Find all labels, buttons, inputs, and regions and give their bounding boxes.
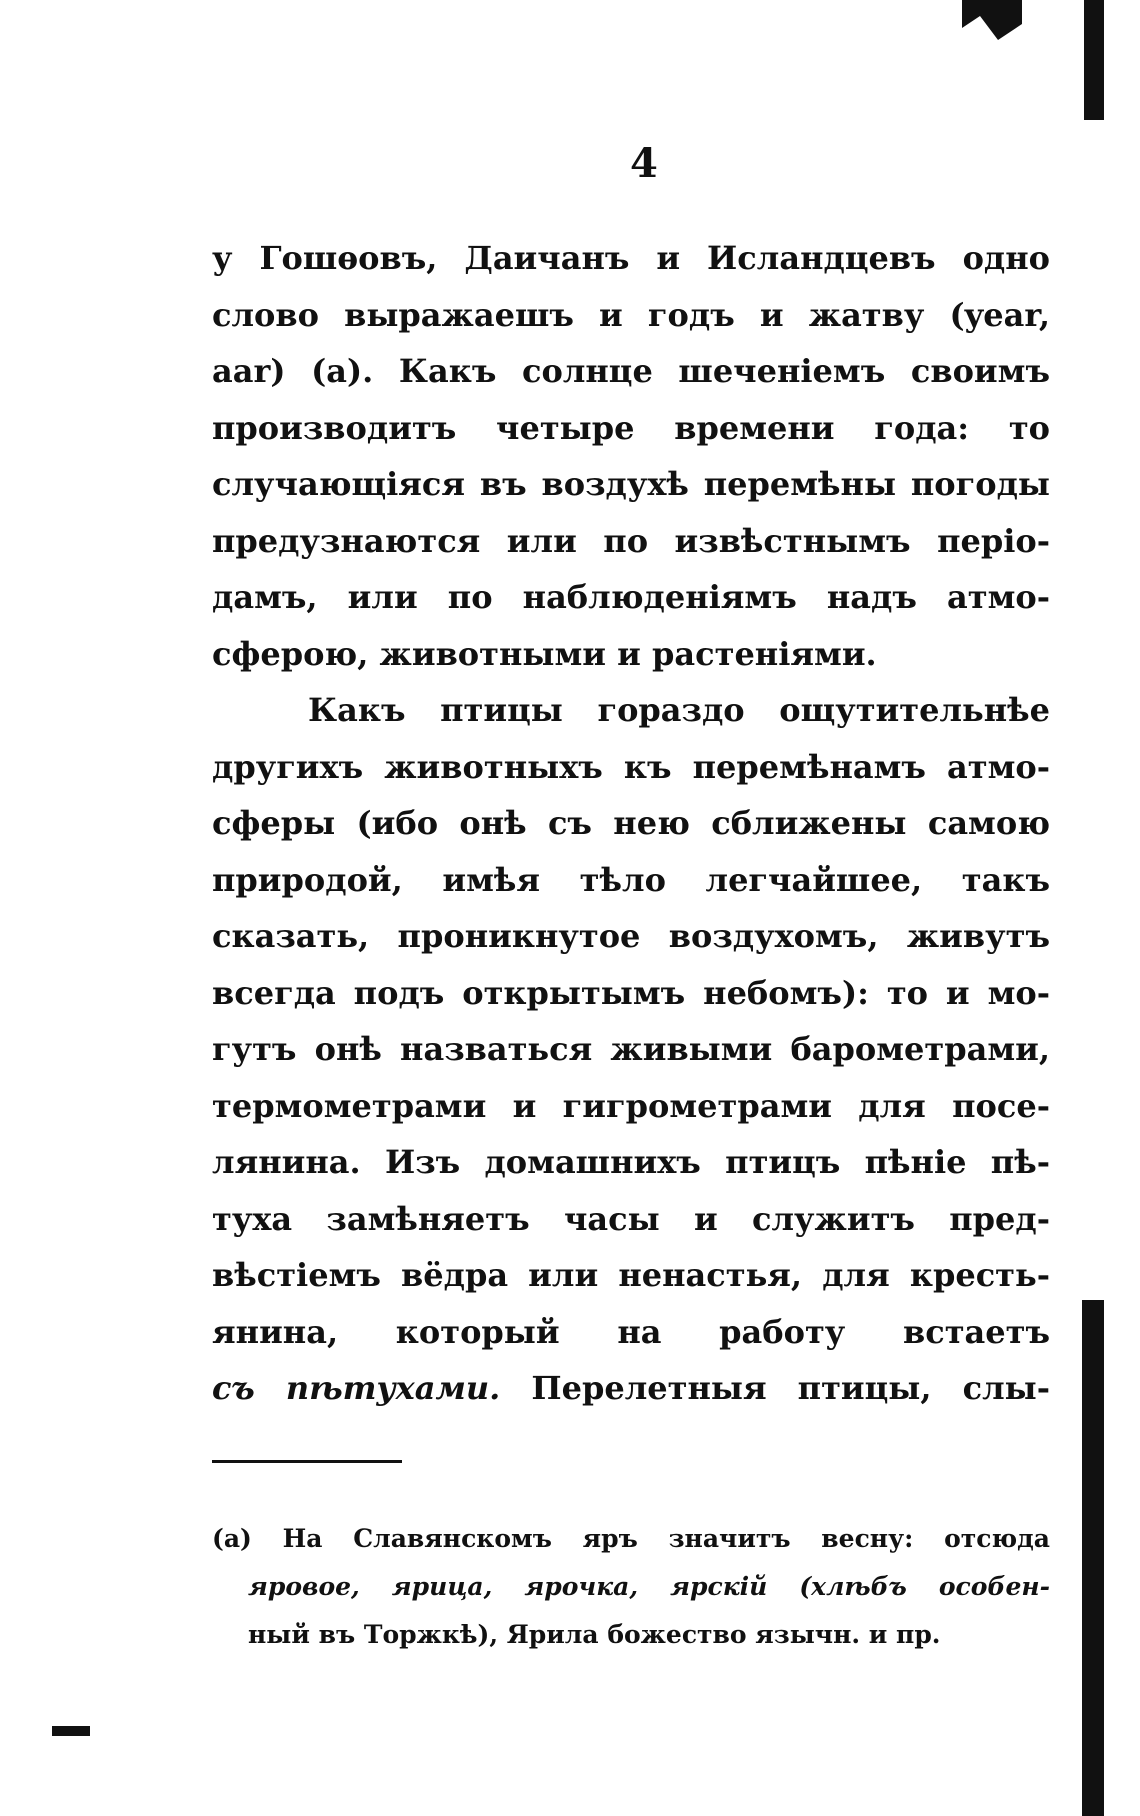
- text-line: Какъ птицы гораздо ощутительнѣе: [308, 691, 1050, 729]
- body-text: [212, 230, 1050, 1417]
- scan-edge-mark-top: [1084, 0, 1104, 120]
- text-line: дамъ, или по наблюденіямъ надъ атмо-: [212, 578, 1050, 616]
- text-line: всегда подъ открытымъ небомъ): то и мо-: [212, 973, 1050, 1012]
- footnote-line: яровое, ярица, ярочка, ярскій (хлѣбъ особен-: [248, 1572, 1050, 1601]
- scan-artifact-left: [52, 1726, 90, 1736]
- text-line: вѣстіемъ вёдра или ненастья, для кресть-: [212, 1256, 1050, 1294]
- scan-artifact-top: [962, 0, 1022, 40]
- text-line: случающіяся въ воздухѣ перемѣны погоды: [212, 465, 1050, 503]
- page-number: 4: [630, 140, 658, 187]
- text-line: aar) (а). Какъ солнце шеченіемъ своимъ: [212, 352, 1050, 390]
- text-line: туха замѣняетъ часы и служитъ пред-: [212, 1199, 1050, 1238]
- scan-edge-mark-bottom: [1082, 1300, 1104, 1816]
- text-line: сказать, проникнутое воздухомъ, живутъ: [212, 917, 1050, 955]
- text-line: гутъ онѣ назваться живыми барометрами,: [212, 1030, 1050, 1068]
- text-line-with-italic: [212, 1360, 1050, 1417]
- footnote-line: (а) На Славянскомъ яръ значитъ весну: отсюда: [212, 1524, 1050, 1553]
- text-line: у Гошѳовъ, Даичанъ и Исландцевъ одно: [212, 239, 1050, 277]
- footnote-line: ный въ Торжкѣ), Ярила божество язычн. и пр.: [248, 1620, 941, 1649]
- italic-fragment: съ пѣтухами.: [212, 1369, 501, 1407]
- footnotes: [212, 1515, 1050, 1659]
- footnote-rule: [212, 1460, 402, 1463]
- text-line: слово выражаешъ и годъ и жатву (year,: [212, 295, 1050, 334]
- text-line: производитъ четыре времени года: то: [212, 408, 1050, 447]
- text-line: природой, имѣя тѣло легчайшее, такъ: [212, 860, 1050, 899]
- text-line: предузнаются или по извѣстнымъ періо-: [212, 521, 1050, 560]
- text-line: термометрами и гигрометрами для посе-: [212, 1086, 1050, 1125]
- text-line: лянина. Изъ домашнихъ птицъ пѣніе пѣ-: [212, 1143, 1050, 1181]
- text-line: сферою, животными и растеніями.: [212, 634, 877, 673]
- text-line: другихъ животныхъ къ перемѣнамъ атмо-: [212, 747, 1050, 786]
- text-line: янина, который на работу встаетъ: [212, 1312, 1050, 1351]
- text-line: сферы (ибо онѣ съ нею сближены самою: [212, 804, 1050, 842]
- text-line-remainder: Перелетныя птицы, слы-: [500, 1369, 1050, 1407]
